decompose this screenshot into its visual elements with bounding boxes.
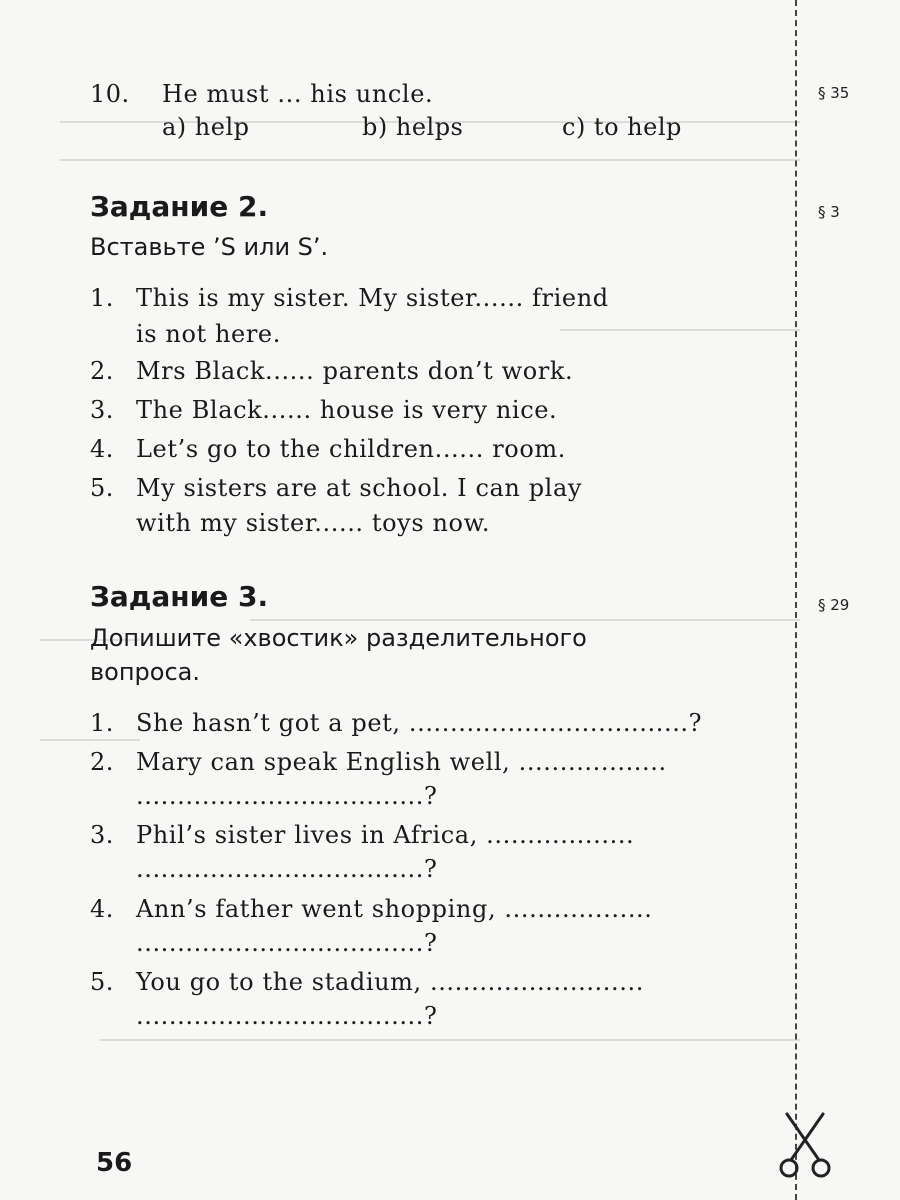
cut-line [795, 0, 797, 1200]
task-instruction: Вставьте ’S или S’. [90, 233, 329, 261]
page-number: 56 [96, 1148, 133, 1178]
item-text: Mary can speak English well, .................. [136, 748, 667, 776]
item-text: ...................................? [136, 855, 438, 883]
item-text: ...................................? [136, 1002, 438, 1030]
item-text: She hasn’t got a pet, ..................................? [136, 709, 703, 737]
item-text: ...................................? [136, 929, 438, 957]
item-text: Let’s go to the children...... room. [136, 435, 566, 463]
item-number: 3. [90, 821, 114, 849]
section-ref: § 29 [818, 596, 850, 614]
item-number: 4. [90, 435, 114, 463]
item-text: You go to the stadium, .......................... [136, 968, 644, 996]
scissors-icon [775, 1110, 835, 1180]
item-number: 1. [90, 284, 114, 312]
item-text: Phil’s sister lives in Africa, .................. [136, 821, 635, 849]
item-text: ...................................? [136, 782, 438, 810]
option-a: a) help [162, 113, 250, 141]
section-ref: § 35 [818, 84, 850, 102]
item-text: is not here. [136, 320, 281, 348]
item-text: This is my sister. My sister...... friend [136, 284, 609, 312]
item-text: Mrs Black...... parents don’t work. [136, 357, 574, 385]
item-number: 10. [90, 80, 130, 108]
item-text: My sisters are at school. I can play [136, 474, 583, 502]
option-b: b) helps [362, 113, 464, 141]
task-heading: Задание 3. [90, 580, 269, 613]
section-ref: § 3 [818, 203, 840, 221]
item-text: Ann’s father went shopping, .................. [136, 895, 653, 923]
item-number: 1. [90, 709, 114, 737]
task-instruction: Допишите «хвостик» разделительного [90, 624, 587, 652]
item-number: 5. [90, 968, 114, 996]
item-number: 2. [90, 748, 114, 776]
item-number: 5. [90, 474, 114, 502]
task-heading: Задание 2. [90, 190, 269, 223]
item-text: with my sister...... toys now. [136, 509, 491, 537]
item-text: He must ... his uncle. [162, 80, 434, 108]
item-number: 4. [90, 895, 114, 923]
item-number: 3. [90, 396, 114, 424]
option-c: c) to help [562, 113, 682, 141]
item-number: 2. [90, 357, 114, 385]
item-text: The Black...... house is very nice. [136, 396, 558, 424]
task-instruction: вопроса. [90, 658, 200, 686]
